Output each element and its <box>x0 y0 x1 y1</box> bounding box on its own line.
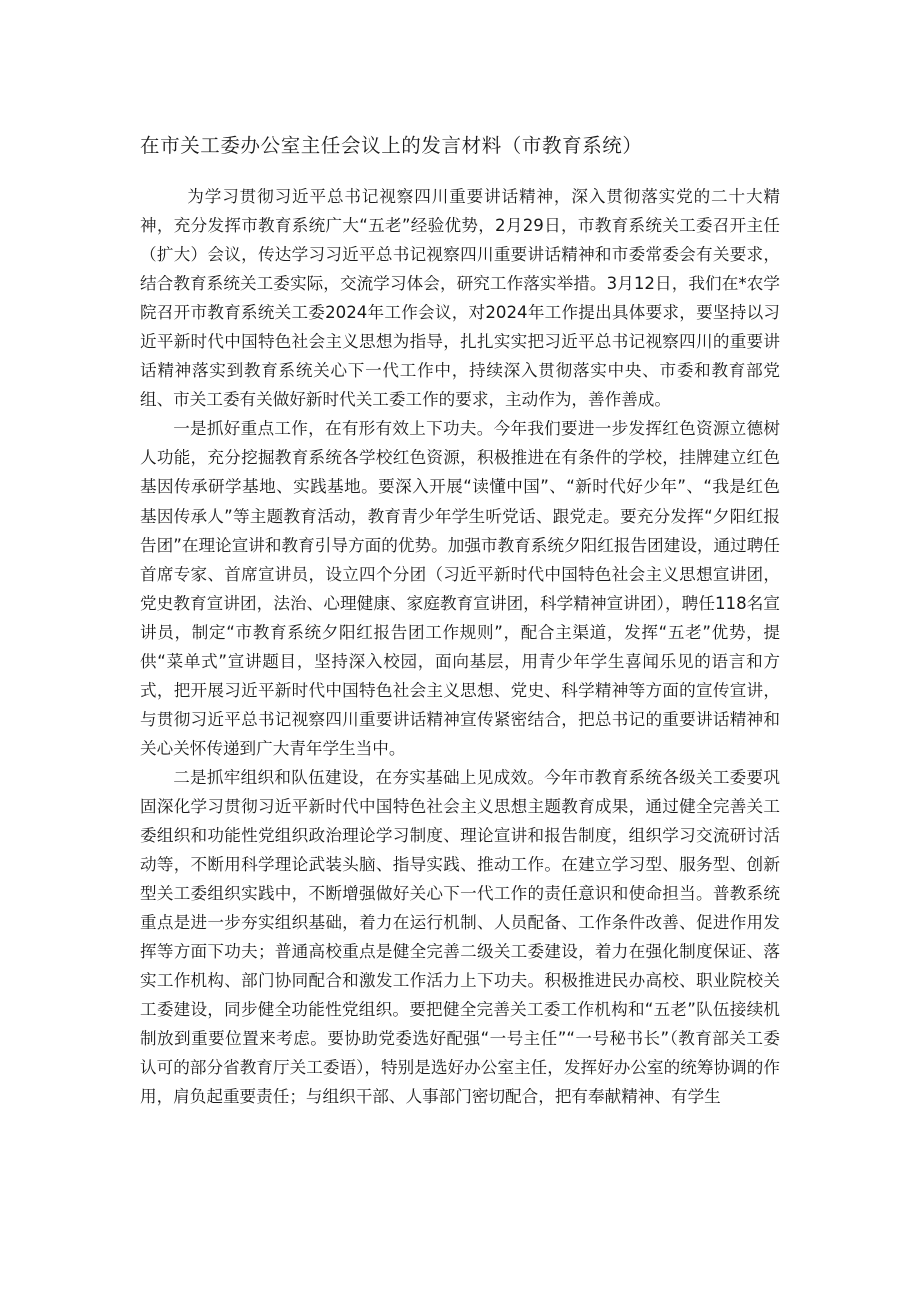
document-body <box>140 182 780 1112</box>
paragraph-intro: 为学习贯彻习近平总书记视察四川重要讲话精神，深入贯彻落实党的二十大精神，充分发挥市教育系统广大“五老”经验优势，2月29日，市教育系统关工委召开主任（扩大）会议，传达学习习近平总书记视察四川重要讲话精神和市委常委会有关要求，结合教育系统关工委实际，交流学习体会，研究工作落实举措。3月12日，我们在*农学院召开市教育系统关工委2024年工作会议，对2024年工作提出具体要求，要坚持以习近平新时代中国特色社会主义思想为指导，扎扎实实把习近平总书记视察四川的重要讲话精神落实到教育系统关心下一代工作中，持续深入贯彻落实中央、市委和教育部党组、市关工委有关做好新时代关工委工作的要求，主动作为，善作善成。 <box>140 187 780 410</box>
paragraph-key-work: 一是抓好重点工作，在有形有效上下功夫。今年我们要进一步发挥红色资源立德树人功能，充分挖掘教育系统各学校红色资源，积极推进在有条件的学校，挂牌建立红色基因传承研学基地、实践基地。要深入开展“读懂中国”、“新时代好少年”、“我是红色基因传承人”等主题教育活动，教育青少年学生听党话、跟党走。要充分发挥“夕阳红报告团”在理论宣讲和教育引导方面的优势。加强市教育系统夕阳红报告团建设，通过聘任首席专家、首席宣讲员，设立四个分团（习近平新时代中国特色社会主义思想宣讲团，党史教育宣讲团，法治、心理健康、家庭教育宣讲团，科学精神宣讲团），聘任118名宣讲员，制定“市教育系统夕阳红报告团工作规则”，配合主渠道，发挥“五老”优势，提供“菜单式”宣讲题目，坚持深入校园，面向基层，用青少年学生喜闻乐见的语言和方式，把开展习近平新时代中国特色社会主义思想、党史、科学精神等方面的宣传宣讲，与贯彻习近平总书记视察四川重要讲话精神宣传紧密结合，把总书记的重要讲话精神和关心关怀传递到广大青年学生当中。 <box>140 419 780 758</box>
paragraph-organization: 二是抓牢组织和队伍建设，在夯实基础上见成效。今年市教育系统各级关工委要巩固深化学习贯彻习近平新时代中国特色社会主义思想主题教育成果，通过健全完善关工委组织和功能性党组织政治理论学习制度、理论宣讲和报告制度，组织学习交流研讨活动等，不断用科学理论武装头脑、指导实践、推动工作。在建立学习型、服务型、创新型关工委组织实践中，不断增强做好关心下一代工作的责任意识和使命担当。普教系统重点是进一步夯实组织基础，着力在运行机制、人员配备、工作条件改善、促进作用发挥等方面下功夫；普通高校重点是健全完善二级关工委建设，着力在强化制度保证、落实工作机构、部门协同配合和激发工作活力上下功夫。积极推进民办高校、职业院校关工委建设，同步健全功能性党组织。要把健全完善关工委工作机构和“五老”队伍接续机制放到重要位置来考虑。要协助党委选好配强“一号主任”“一号秘书长”（教育部关工委认可的部分省教育厅关工委语），特别是选好办公室主任，发挥好办公室的统筹协调的作用，肩负起重要责任；与组织干部、人事部门密切配合，把有奉献精神、有学生 <box>140 767 780 1107</box>
document-title: 在市关工委办公室主任会议上的发言材料（市教育系统） <box>140 134 643 157</box>
